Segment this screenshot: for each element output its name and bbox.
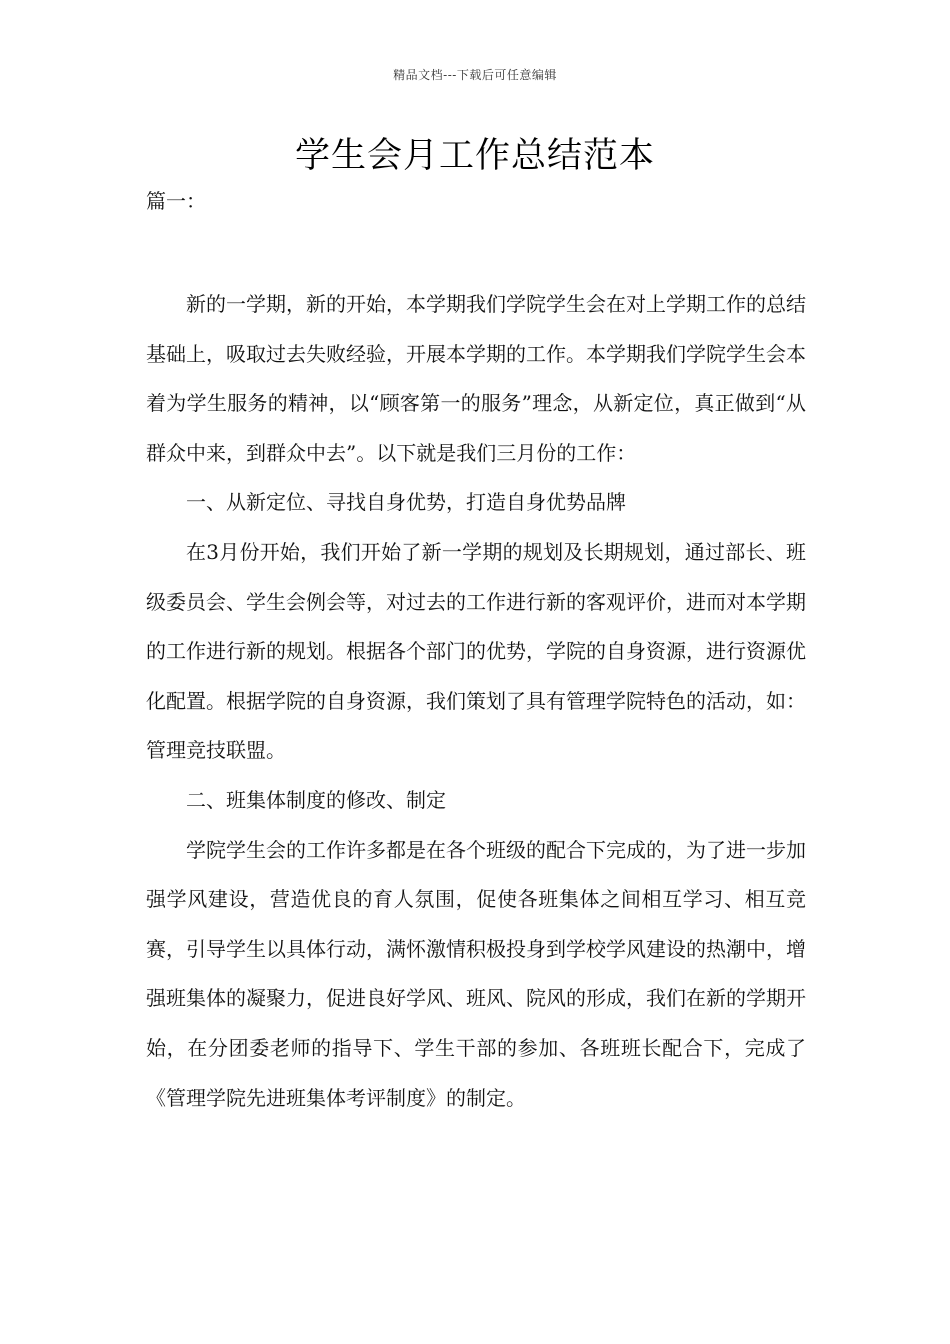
heading-two: 二、班集体制度的修改、制定 [186,787,446,812]
document-body [146,280,806,1123]
header-note: 精品文档---下载后可任意编辑 [393,68,557,82]
heading-one: 一、从新定位、寻找自身优势，打造自身优势品牌 [186,490,626,515]
body-paragraph: 在3月份开始，我们开始了新一学期的规划及长期规划，通过部长、班级委员会、学生会例会等，对过去的工作进行新的客观评价，进而对本学期的工作进行新的规划。根据各个部门的优势，学院的自身资源，进行资源优化配置。根据学院的自身资源，我们策划了具有管理学院特色的活动，如：管理竞技联盟。 [146,539,806,763]
section-label: 篇一： [146,189,206,213]
intro-paragraph: 新的一学期，新的开始，本学期我们学院学生会在对上学期工作的总结基础上，吸取过去失败经验，开展本学期的工作。本学期我们学院学生会本着为学生服务的精神，以“顾客第一的服务”理念，从新定位，真正做到“从群众中来，到群众中去”。以下就是我们三月份的工作： [146,292,806,465]
document-title: 学生会月工作总结范本 [294,136,655,176]
body-paragraph: 学院学生会的工作许多都是在各个班级的配合下完成的，为了进一步加强学风建设，营造优良的育人氛围，促使各班集体之间相互学习、相互竞赛，引导学生以具体行动，满怀激情积极投身到学校学风建设的热潮中，增强班集体的凝聚力，促进良好学风、班风、院风的形成，我们在新的学期开始，在分团委老师的指导下、学生干部的参加、各班班长配合下，完成了《管理学院先进班集体考评制度》的制定。 [146,837,806,1110]
